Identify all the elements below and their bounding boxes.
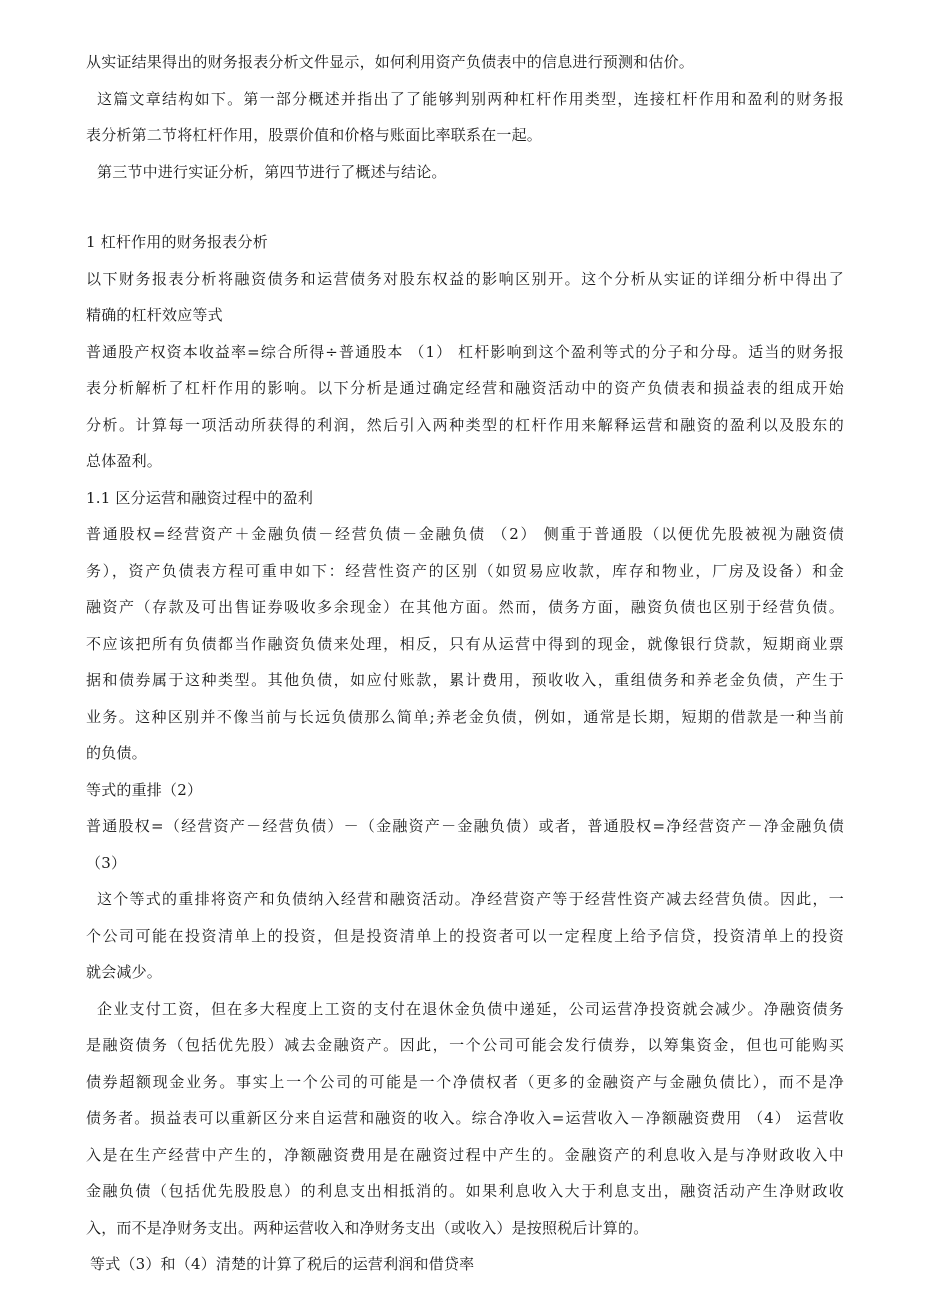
paragraph-line: 债务者。损益表可以重新区分来自运营和融资的收入。综合净收入=运营收入－净额融资费用 （4） 运营收	[86, 1109, 844, 1127]
paragraph-line: 就会减少。	[86, 963, 163, 981]
paragraph-line: 入是在生产经营中产生的，净额融资费用是在融资过程中产生的。金融资产的利息收入是与净财政收入中	[86, 1145, 844, 1164]
paragraph-line: 普通股产权资本收益率=综合所得÷普通股本 （1） 杠杆影响到这个盈利等式的分子和分母。适当的财务报	[86, 342, 844, 361]
paragraph-line: 总体盈利。	[86, 452, 163, 470]
paragraph-line: 这篇文章结构如下。第一部分概述并指出了了能够判别两种杠杆作用类型，连接杠杆作用和盈利的财务报	[97, 89, 844, 108]
section-heading: 1 杠杆作用的财务报表分析	[86, 233, 268, 251]
document-page	[86, 44, 844, 1283]
paragraph-line: 这个等式的重排将资产和负债纳入经营和融资活动。净经营资产等于经营性资产减去经营负债。因此，一	[97, 890, 844, 908]
paragraph-line: 以下财务报表分析将融资债务和运营债务对股东权益的影响区别开。这个分析从实证的详细分析中得出了	[86, 269, 844, 288]
paragraph-line: 金融负债（包括优先股股息）的利息支出相抵消的。如果利息收入大于利息支出，融资活动产生净财政收	[86, 1182, 844, 1200]
equation-line: 普通股权=（经营资产－经营负债）－（金融资产－金融负债）或者，普通股权=净经营资产－净金融负债	[86, 817, 844, 835]
equation-number: （3）	[86, 853, 127, 872]
paragraph-line: 务），资产负债表方程可重申如下：经营性资产的区别（如贸易应收款，库存和物业，厂房及设备）和金	[86, 561, 844, 580]
paragraph-line: 不应该把所有负债都当作融资负债来处理，相反，只有从运营中得到的现金，就像银行贷款，短期商业票	[86, 634, 844, 653]
paragraph-line: 精确的杠杆效应等式	[86, 306, 223, 324]
paragraph-line: 入，而不是净财务支出。两种运营收入和净财务支出（或收入）是按照税后计算的。	[86, 1218, 649, 1237]
paragraph-line: 表分析解析了杠杆作用的影响。以下分析是通过确定经营和融资活动中的资产负债表和损益表的组成开始	[86, 379, 844, 397]
paragraph-line: 债券超额现金业务。事实上一个公司的可能是一个净债权者（更多的金融资产与金融负债比），而不是净	[86, 1072, 844, 1091]
paragraph-line: 业务。这种区别并不像当前与长远负债那么简单;养老金负债，例如，通常是长期，短期的借款是一种当前	[86, 707, 844, 726]
paragraph-line: 等式（3）和（4）清楚的计算了税后的运营利润和借贷率	[90, 1255, 475, 1273]
paragraph-line: 第三节中进行实证分析，第四节进行了概述与结论。	[97, 162, 447, 181]
paragraph-line: 是融资债务（包括优先股）减去金融资产。因此，一个公司可能会发行债券，以筹集资金，但也可能购买	[86, 1036, 844, 1054]
paragraph-line: 的负债。	[86, 744, 147, 762]
paragraph-line: 分析。计算每一项活动所获得的利润，然后引入两种类型的杠杆作用来解释运营和融资的盈利以及股东的	[86, 415, 844, 434]
subsection-heading: 1.1 区分运营和融资过程中的盈利	[86, 488, 314, 507]
paragraph-line: 个公司可能在投资清单上的投资，但是投资清单上的投资者可以一定程度上给予信贷，投资清单上的投资	[86, 926, 844, 945]
paragraph-line: 企业支付工资，但在多大程度上工资的支付在退休金负债中递延，公司运营净投资就会减少。净融资债务	[97, 999, 844, 1018]
paragraph-line: 据和债券属于这种类型。其他负债，如应付账款，累计费用，预收收入，重组债务和养老金负债，产生于	[86, 671, 844, 689]
paragraph-line: 等式的重排（2）	[86, 780, 203, 799]
section-gap	[86, 190, 844, 224]
paragraph-line: 融资产（存款及可出售证券吸收多余现金）在其他方面。然而，债务方面，融资负债也区别于经营负债。	[86, 598, 844, 616]
paragraph-line: 普通股权=经营资产＋金融负债－经营负债－金融负债 （2） 侧重于普通股（以便优先股被视为融资债	[86, 525, 844, 543]
paragraph-line: 表分析第二节将杠杆作用，股票价值和价格与账面比率联系在一起。	[86, 126, 543, 144]
paragraph-line: 从实证结果得出的财务报表分析文件显示，如何利用资产负债表中的信息进行预测和估价。	[86, 53, 695, 71]
